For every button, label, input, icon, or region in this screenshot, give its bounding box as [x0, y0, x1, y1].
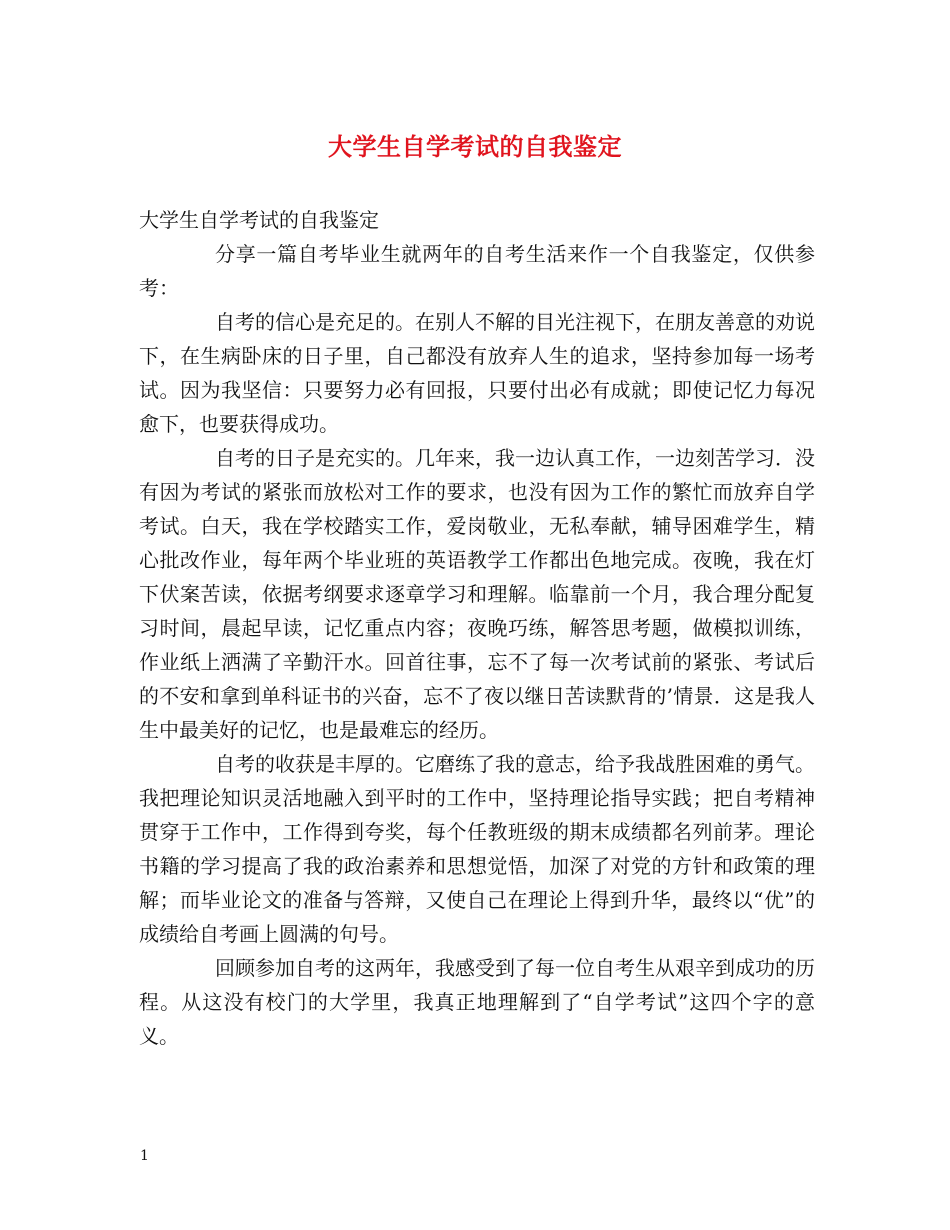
paragraph-days: 自考的日子是充实的。几年来，我一边认真工作，一边刻苦学习．没有因为考试的紧张而放松对工作的要求，也没有因为工作的繁忙而放弃自学考试。白天，我在学校踏实工作，爱岗敬业，无私奉献，辅导困难学生，精心批改作业，每年两个毕业班的英语教学工作都出色地完成。夜晚，我在灯下伏案苦读，依据考纲要求逐章学习和理解。临靠前一个月，我合理分配复习时间，晨起早读，记忆重点内容；夜晚巧练，解答思考题，做模拟训练，作业纸上洒满了辛勤汗水。回首往事，忘不了每一次考试前的紧张、考试后的不安和拿到单科证书的兴奋，忘不了夜以继日苦读默背的’情景．这是我人生中最美好的记忆，也是最难忘的经历。: [139, 446, 815, 742]
paragraph-intro: 分享一篇自考毕业生就两年的自考生活来作一个自我鉴定，仅供参考：: [139, 242, 815, 300]
page-number: 1: [140, 1148, 149, 1164]
paragraph-confidence: 自考的信心是充足的。在别人不解的目光注视下，在朋友善意的劝说下，在生病卧床的日子里，自己都没有放弃人生的追求，坚持参加每一场考试。因为我坚信：只要努力必有回报，只要付出必有成就；即使记忆力每况愈下，也要获得成功。: [139, 310, 815, 436]
document-body: [139, 203, 815, 1053]
paragraph-review: 回顾参加自考的这两年，我感受到了每一位自考生从艰辛到成功的历程。从这没有校门的大学里，我真正地理解到了“自学考试”这四个字的意义。: [139, 956, 815, 1048]
paragraph-harvest: 自考的收获是丰厚的。它磨练了我的意志，给予我战胜困难的勇气。我把理论知识灵活地融入到平时的工作中，坚持理论指导实践；把自考精神贯穿于工作中，工作得到夸奖，每个任教班级的期末成绩都名列前茅。理论书籍的学习提高了我的政治素养和思想觉悟，加深了对党的方针和政策的理解；而毕业论文的准备与答辩，又使自己在理论上得到升华，最终以“优”的成绩给自考画上圆满的句号。: [139, 752, 815, 946]
document-subtitle: 大学生自学考试的自我鉴定: [139, 208, 379, 232]
document-title: 大学生自学考试的自我鉴定: [328, 132, 622, 161]
